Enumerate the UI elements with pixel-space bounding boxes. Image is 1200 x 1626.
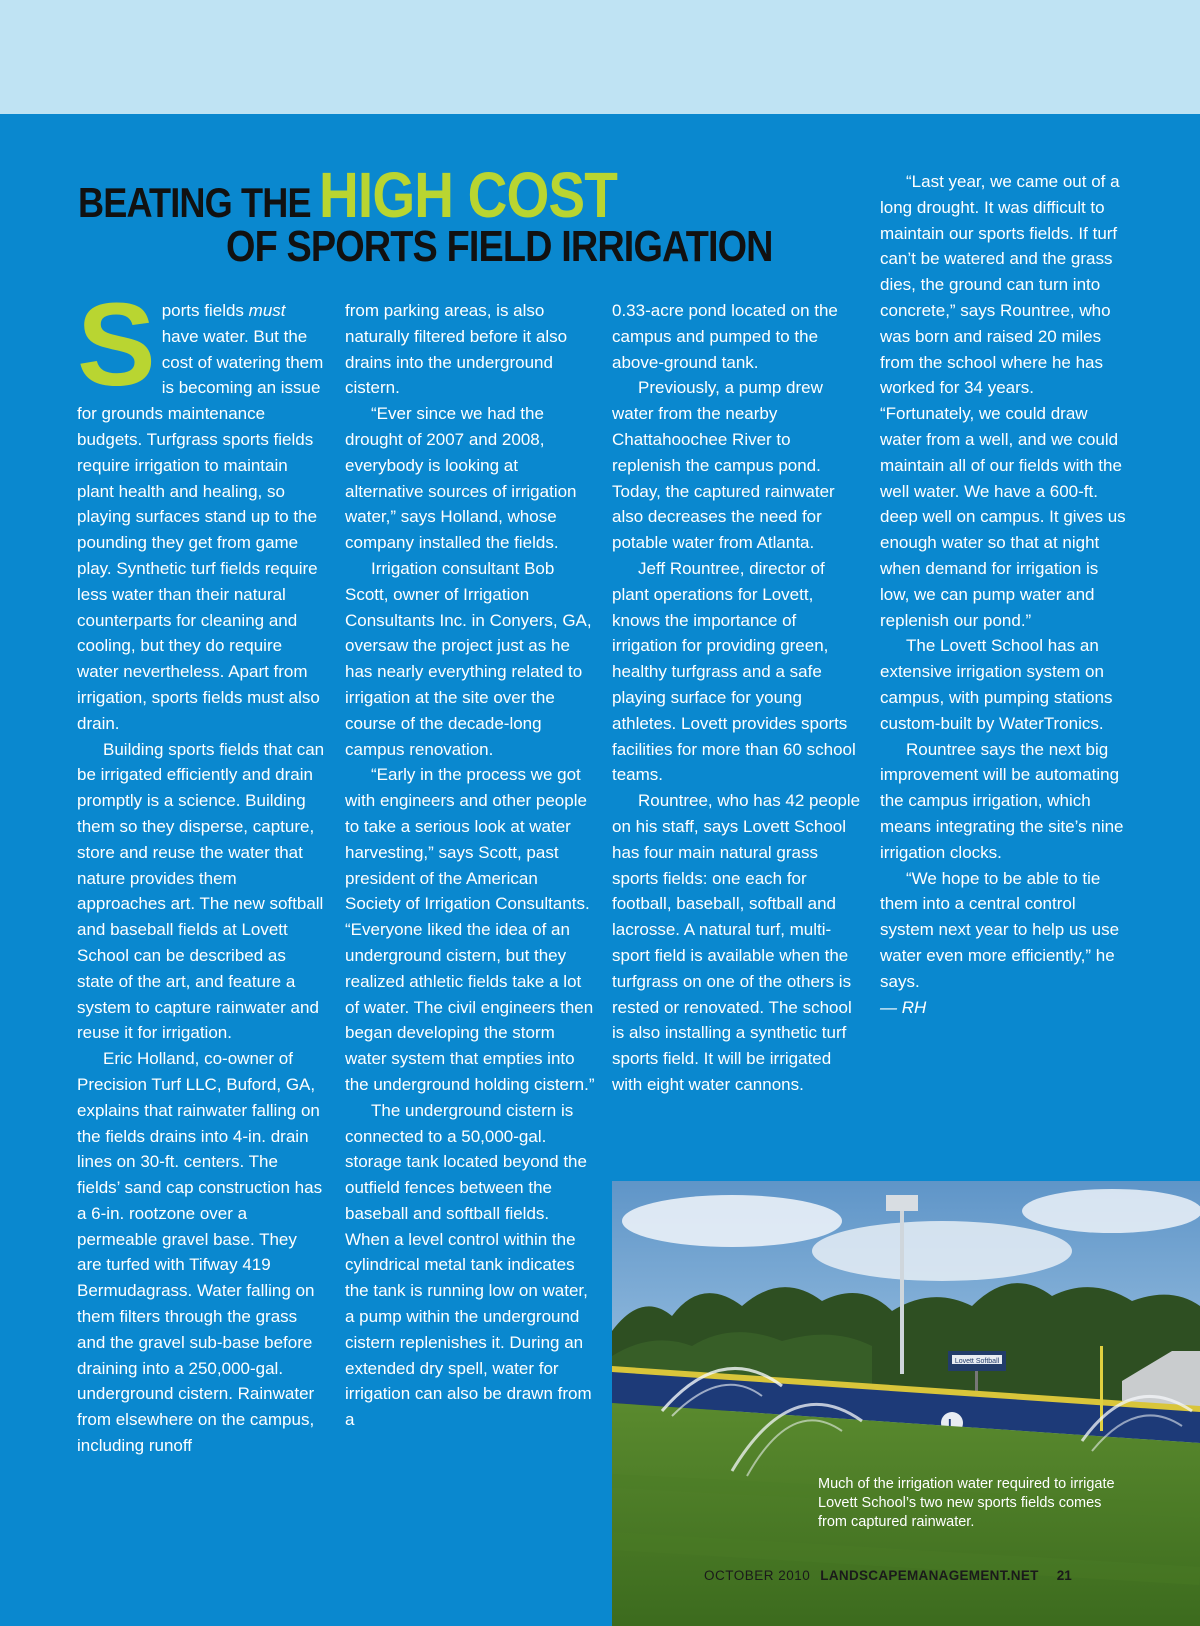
paragraph: The Lovett School has an extensive irrigation system on campus, with pumping stations custom-built by WaterTronics. [880,636,1113,733]
paragraph: “We hope to be able to tie them into a central control system next year to help us use water even more efficiently,” he says. [880,868,1120,991]
paragraph: from parking areas, is also naturally filtered before it also drains into the underground cistern. [345,301,568,398]
paragraph: Rountree, who has 42 people on his staff, says Lovett School has four main natural grass sports fields: one each for football, baseball, softball and lacrosse. A natural turf, multi-sport field is available when the turfgrass on one of the others is rested or renovated. The school is also installing a synthetic turf sports field. It will be irrigated with eight water cannons. [612,791,861,1094]
lead-text-a: ports fields [161,301,249,320]
paragraph: Previously, a pump drew water from the nearby Chattahoochee River to replenish the campus pond. Today, the captured rainwater also decreases the need for potable water from Atlanta. [612,378,835,553]
article-column-3 [612,298,862,1098]
page-footer [704,1568,1124,1583]
article-column-2 [345,298,595,1433]
paragraph: The underground cistern is connected to a 50,000-gal. storage tank located beyond the outfield fences between the baseball and softball fields. When a level control within the cylindrical metal tank indicates the tank is running low on water, a pump within the underground cistern replenishes it. During an extended dry spell, water for irrigation can also be drawn from a [345,1100,592,1430]
paragraph: Rountree says the next big improvement will be automating the campus irrigation, which means integrating the site’s nine irrigation clocks. [880,739,1124,862]
lead-text-b: have water. But the cost of watering them is becoming an issue for grounds maintenance budgets. Turfgrass sports fields require irrigation to maintain plant health and healing, so playing surfaces stand up to the pounding they get from game play. Synthetic turf fields require less water than their natural counterparts for cleaning and cooling, but they do require water nevertheless. Apart from irrigation, sports fields must also drain. [77,326,324,733]
signoff: — RH [880,997,927,1017]
paragraph: “Last year, we came out of a long drought. It was difficult to maintain our sports fields. If turf can’t be watered and the grass dies, the ground can turn into concrete,” says Rountree, who was born and raised 20 miles from the school where he has worked for 34 years. “Fortunately, we could draw water from a well, and we could maintain all of our fields with the well water. We have a 600-ft. deep well on campus. It gives us enough water so that at night when demand for irrigation is low, we can pump water and replenish our pond.” [880,172,1126,630]
paragraph: Building sports fields that can be irrigated efficiently and drain promptly is a science. Building them so they disperse, capture, store and reuse the water that nature provides them approaches art. The new softball and baseball fields at Lovett School can be described as state of the art, and feature a system to capture rainwater and reuse it for irrigation. [77,739,325,1043]
scoreboard-label: Lovett Softball [954,1358,1000,1365]
issue-date: OCTOBER 2010 [704,1568,811,1583]
website-name: LANDSCAPEMANAGEMENT.NET [820,1568,1039,1583]
paragraph: Irrigation consultant Bob Scott, owner of Irrigation Consultants Inc. in Conyers, GA, oversaw the project just as he has nearly everything related to irrigation at the site over the course of the decade-long campus renovation. [345,558,592,759]
photo-caption: Much of the irrigation water required to irrigate Lovett School’s two new sports fields comes from captured rainwater. [818,1476,1115,1530]
field-logo: L [948,1416,956,1431]
lead-paragraph [77,279,325,737]
sports-field-photo [612,1181,1200,1626]
paragraph: Jeff Rountree, director of plant operations for Lovett, knows the importance of irrigation for providing green, healthy turfgrass and a safe playing surface for young athletes. Lovett provides sports facilities for more than 60 school teams. [612,558,856,785]
lead-emphasis: must [248,301,286,320]
paragraph: 0.33-acre pond located on the campus and pumped to the above-ground tank. [612,301,838,372]
article-column-4 [880,169,1130,1020]
top-color-band [0,0,1200,114]
paragraph: Eric Holland, co-owner of Precision Turf LLC, Buford, GA, explains that rainwater falling on the fields drains into 4-in. drain lines on 30-ft. centers. The fields’ sand cap construction has a 6-in. rootzone over a permeable gravel base. They are turfed with Tifway 419 Bermudagrass. Water falling on them filters through the grass and the gravel sub-base before draining into a 250,000-gal. underground cistern. Rainwater from elsewhere on the campus, including runoff [77,1049,323,1456]
headline-accent-text: HIGH COST [318,159,617,231]
paragraph: “Early in the process we got with engineers and other people to take a serious look at water harvesting,” says Scott, past president of the American Society of Irrigation Consultants. “Everyone liked the idea of an underground cistern, but they realized athletic fields take a lot of water. The civil engineers then began developing the storm water system that empties into the underground holding cistern.” [345,765,595,1094]
headline-line-1 [78,160,838,230]
paragraph: “Ever since we had the drought of 2007 and 2008, everybody is looking at alternative sources of irrigation water,” says Holland, whose company installed the fields. [345,404,577,553]
headline [78,160,838,270]
headline-dark-text: BEATING THE [78,179,311,226]
drop-cap: S [77,279,156,411]
article-column-1 [77,279,325,1459]
page-number: 21 [1056,1568,1072,1583]
headline-line-2: OF SPORTS FIELD IRRIGATION [226,222,773,271]
